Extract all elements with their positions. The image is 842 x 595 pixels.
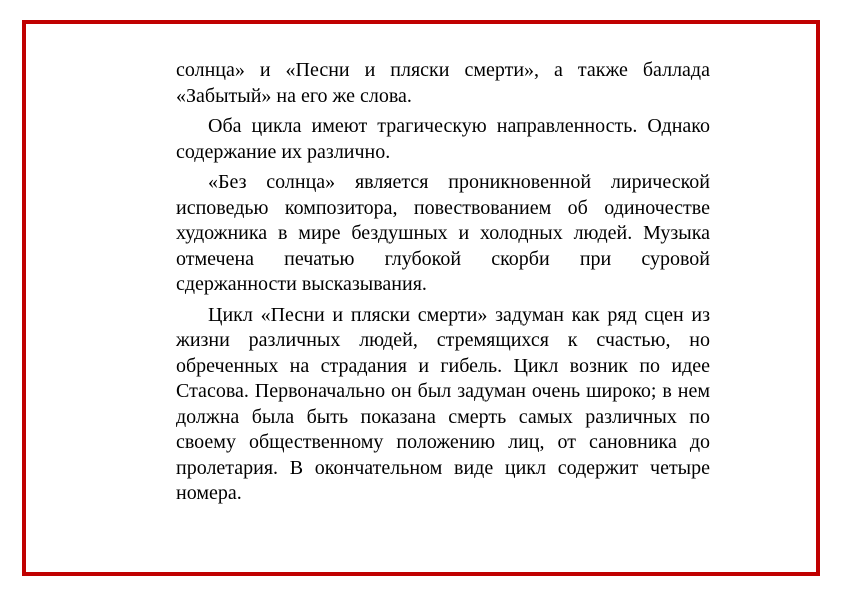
paragraph-continuation: солнца» и «Песни и пляски смерти», а также баллада «Забытый» на его же слова. bbox=[176, 59, 710, 107]
text-block bbox=[176, 58, 710, 512]
paragraph-cycles-tragic: Оба цикла имеют трагическую направленность. Однако содержание их различно. bbox=[176, 115, 710, 163]
paragraph-without-sun: «Без солнца» является проникновенной лирической исповедью композитора, повествованием об одиночестве художника в мире бездушных и холодных людей. Музыка отмечена печатью глубокой скорби при суровой сдержанности высказывания. bbox=[176, 171, 710, 295]
paragraph-songs-dances-death: Цикл «Песни и пляски смерти» задуман как ряд сцен из жизни различных людей, стремящихся к счастью, но обреченных на страдания и гибель. Цикл возник по идее Стасова. Первоначально он был задуман очень широко; в нем должна была быть показана смерть самых различных по своему общественному положению лиц, от сановника до пролетария. В окончательном виде цикл содержит четыре номера. bbox=[176, 303, 710, 504]
